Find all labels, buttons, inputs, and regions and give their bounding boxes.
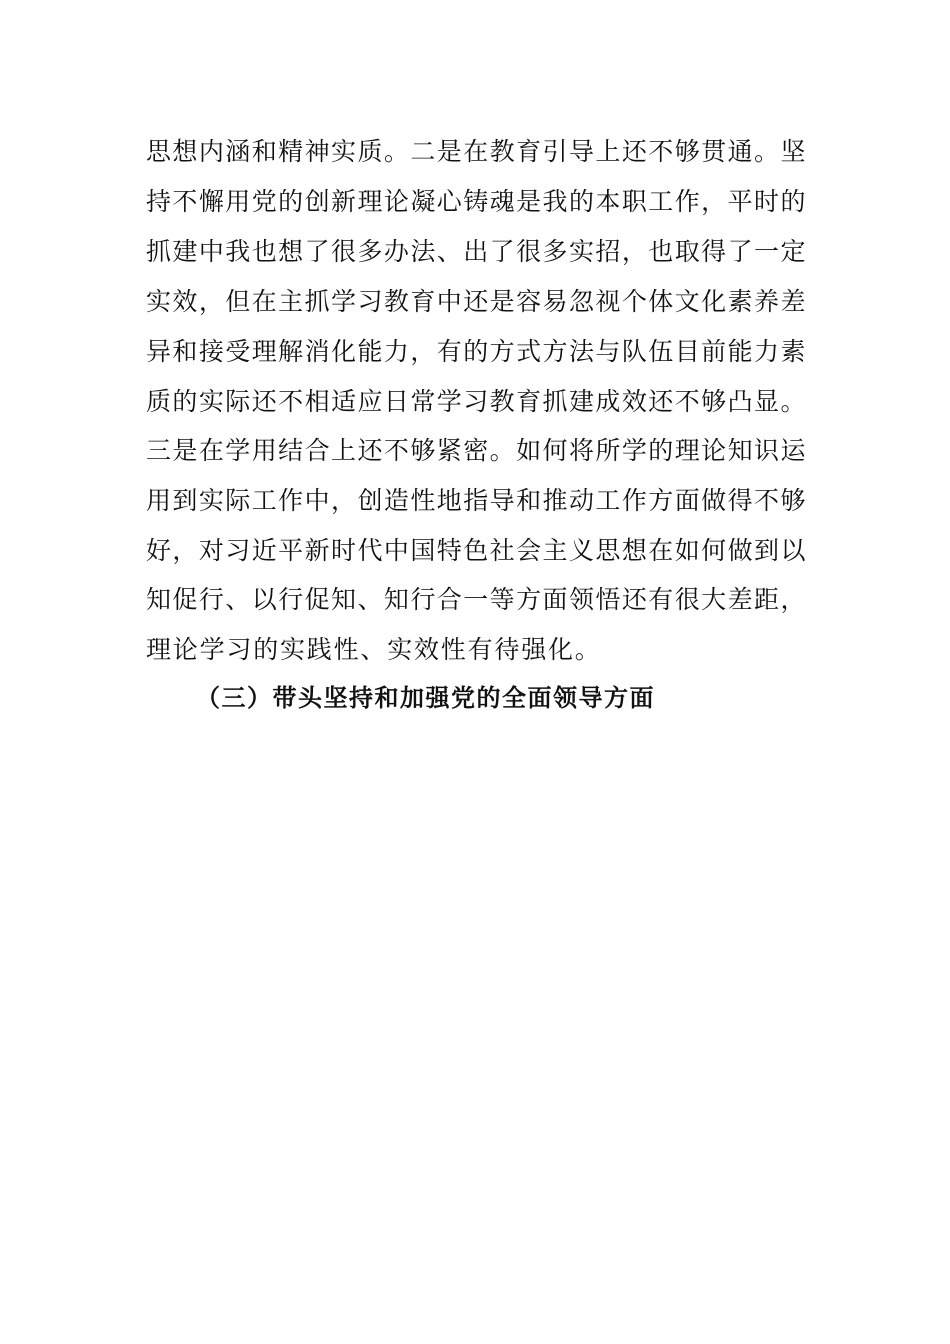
paragraph-line: 知促行、以行促知、知行合一等方面领悟还有很大差距， xyxy=(146,585,806,614)
paragraph-line: 实效，但在主抓学习教育中还是容易忽视个体文化素养差 xyxy=(146,287,806,316)
paragraph-line: 异和接受理解消化能力，有的方式方法与队伍目前能力素 xyxy=(146,337,806,366)
paragraph-line: 持不懈用党的创新理论凝心铸魂是我的本职工作，平时的 xyxy=(146,187,806,216)
paragraph-line: 思想内涵和精神实质。二是在教育引导上还不够贯通。坚 xyxy=(146,137,806,166)
paragraph-line: 质的实际还不相适应日常学习教育抓建成效还不够凸显。 xyxy=(146,387,806,416)
paragraph-line: 好，对习近平新时代中国特色社会主义思想在如何做到以 xyxy=(146,536,806,565)
paragraph-line: 抓建中我也想了很多办法、出了很多实招，也取得了一定 xyxy=(146,237,806,266)
paragraph-line: 理论学习的实践性、实效性有待强化。 xyxy=(146,635,602,664)
section-heading: （三）带头坚持和加强党的全面领导方面 xyxy=(196,684,655,712)
paragraph-line: 三是在学用结合上还不够紧密。如何将所学的理论知识运 xyxy=(146,436,806,465)
paragraph-line: 用到实际工作中，创造性地指导和推动工作方面做得不够 xyxy=(146,486,806,515)
